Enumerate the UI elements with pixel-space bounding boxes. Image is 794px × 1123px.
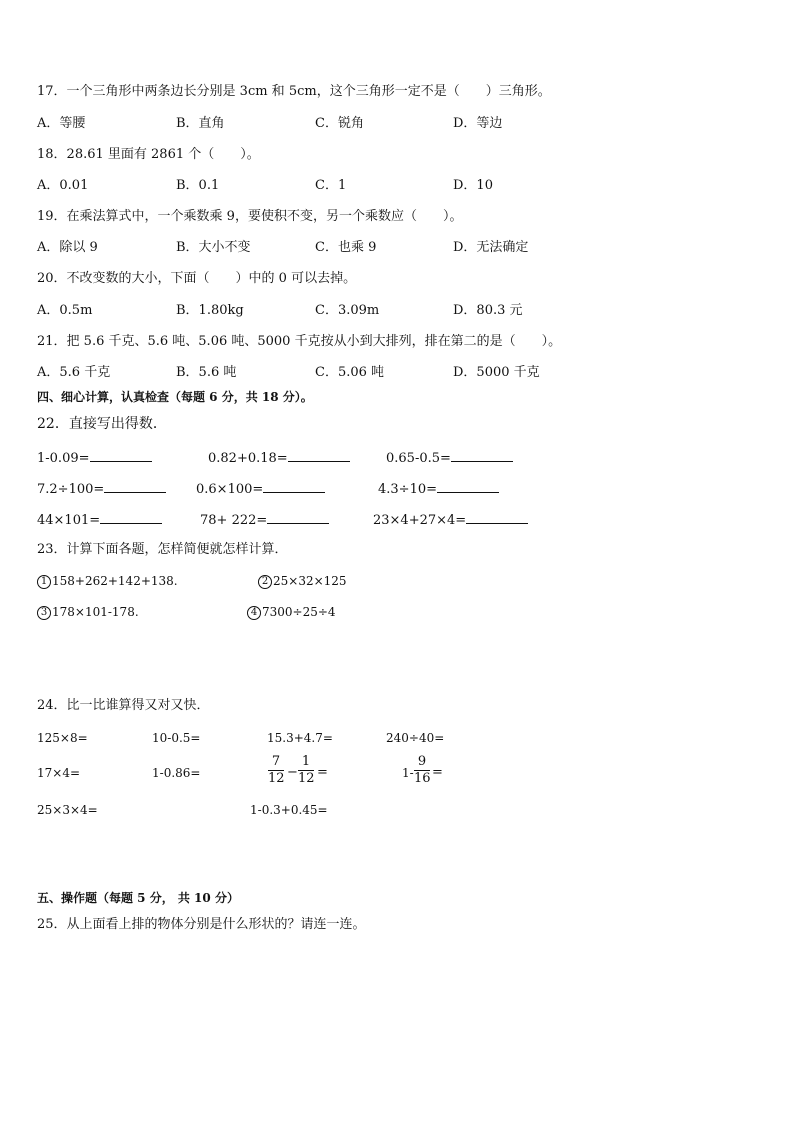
- q24-item: 1-0.3+0.45=: [250, 803, 328, 817]
- q22-item: 23×4+27×4=: [373, 511, 528, 529]
- q22-item: 4.3÷10=: [378, 480, 499, 498]
- question-21-stem: 21．把 5.6 千克、5.6 吨、5.06 吨、5000 千克按从小到大排列，排在第二的是（ ）。: [37, 334, 562, 349]
- q23-item: 2 25×32×125: [258, 573, 347, 589]
- q22-item: 7.2÷100=: [37, 480, 166, 498]
- q22-item: 0.6×100=: [196, 480, 325, 498]
- answer-blank[interactable]: [100, 511, 162, 524]
- q20-option-d[interactable]: D．80.3 元: [453, 303, 523, 318]
- q17-option-b[interactable]: B．直角: [176, 116, 225, 131]
- question-23-stem: 23．计算下面各题，怎样简便就怎样计算．: [37, 542, 288, 557]
- q20-option-c[interactable]: C．3.09m: [315, 303, 380, 318]
- section-4-heading: 四、细心计算，认真检查（每题 6 分，共 18 分）。: [37, 390, 313, 404]
- q17-option-d[interactable]: D．等边: [453, 116, 503, 131]
- q19-option-d[interactable]: D．无法确定: [453, 240, 529, 255]
- one-minus: 1-: [402, 766, 414, 780]
- q22-item: 44×101=: [37, 511, 162, 529]
- q17-option-a[interactable]: A．等腰: [37, 116, 86, 131]
- q19-option-b[interactable]: B．大小不变: [176, 240, 251, 255]
- q24-item: 240÷40=: [386, 731, 445, 745]
- answer-blank[interactable]: [104, 480, 166, 493]
- circled-number: 1: [37, 575, 51, 589]
- fraction-1-12: 1 12: [298, 754, 315, 786]
- q21-option-d[interactable]: D．5000 千克: [453, 365, 540, 380]
- q19-option-a[interactable]: A．除以 9: [37, 240, 98, 255]
- q22-item: 0.82+0.18=: [208, 449, 350, 467]
- q23-item: 1 158+262+142+138.: [37, 573, 178, 589]
- answer-blank[interactable]: [466, 511, 528, 524]
- q21-option-c[interactable]: C．5.06 吨: [315, 365, 385, 380]
- answer-blank[interactable]: [437, 480, 499, 493]
- q24-item: 15.3+4.7=: [267, 731, 333, 745]
- q23-item: 4 7300÷25÷4: [247, 604, 336, 620]
- q22-item: 78+ 222=: [200, 511, 329, 529]
- q17-option-c[interactable]: C．锐角: [315, 116, 364, 131]
- q22-item: 1-0.09=: [37, 449, 152, 467]
- q20-option-a[interactable]: A．0.5m: [37, 303, 93, 318]
- question-17-stem: 17．一个三角形中两条边长分别是 3cm 和 5cm，这个三角形一定不是（ ）三角形。: [37, 84, 551, 99]
- q24-item: 10-0.5=: [152, 731, 201, 745]
- fraction-9-16: 9 16: [414, 754, 431, 786]
- q18-option-b[interactable]: B．0.1: [176, 178, 220, 193]
- q24-item: 1-0.86=: [152, 766, 201, 780]
- question-24-stem: 24．比一比谁算得又对又快．: [37, 698, 210, 713]
- q24-item: 25×3×4=: [37, 803, 98, 817]
- question-18-stem: 18．28.61 里面有 2861 个（ ）。: [37, 147, 260, 162]
- fraction-7-12: 7 12: [268, 754, 285, 786]
- answer-blank[interactable]: [263, 480, 325, 493]
- q20-option-b[interactable]: B．1.80kg: [176, 303, 244, 318]
- q22-item: 0.65-0.5=: [386, 449, 513, 467]
- q21-option-a[interactable]: A．5.6 千克: [37, 365, 111, 380]
- question-19-stem: 19．在乘法算式中，一个乘数乘 9，要使积不变，另一个乘数应（ ）。: [37, 209, 463, 224]
- q19-option-c[interactable]: C．也乘 9: [315, 240, 377, 255]
- question-20-stem: 20．不改变数的大小，下面（ ）中的 0 可以去掉。: [37, 271, 357, 286]
- circled-number: 4: [247, 606, 261, 620]
- circled-number: 2: [258, 575, 272, 589]
- section-5-heading: 五、操作题（每题 5 分， 共 10 分）: [37, 891, 239, 905]
- q21-option-b[interactable]: B．5.6 吨: [176, 365, 237, 380]
- q18-option-c[interactable]: C．1: [315, 178, 347, 193]
- q18-option-a[interactable]: A．0.01: [37, 178, 89, 193]
- q18-option-d[interactable]: D．10: [453, 178, 493, 193]
- q24-item: 125×8=: [37, 731, 88, 745]
- equals-sign: =: [317, 765, 328, 780]
- answer-blank[interactable]: [288, 449, 350, 462]
- circled-number: 3: [37, 606, 51, 620]
- equals-sign: =: [432, 765, 443, 780]
- minus-sign: −: [287, 765, 298, 780]
- answer-blank[interactable]: [90, 449, 152, 462]
- q24-item: 17×4=: [37, 766, 81, 780]
- question-22-stem: 22．直接写出得数．: [37, 416, 167, 432]
- question-25-stem: 25．从上面看上排的物体分别是什么形状的？请连一连。: [37, 917, 366, 932]
- answer-blank[interactable]: [267, 511, 329, 524]
- q23-item: 3 178×101-178.: [37, 604, 139, 620]
- answer-blank[interactable]: [451, 449, 513, 462]
